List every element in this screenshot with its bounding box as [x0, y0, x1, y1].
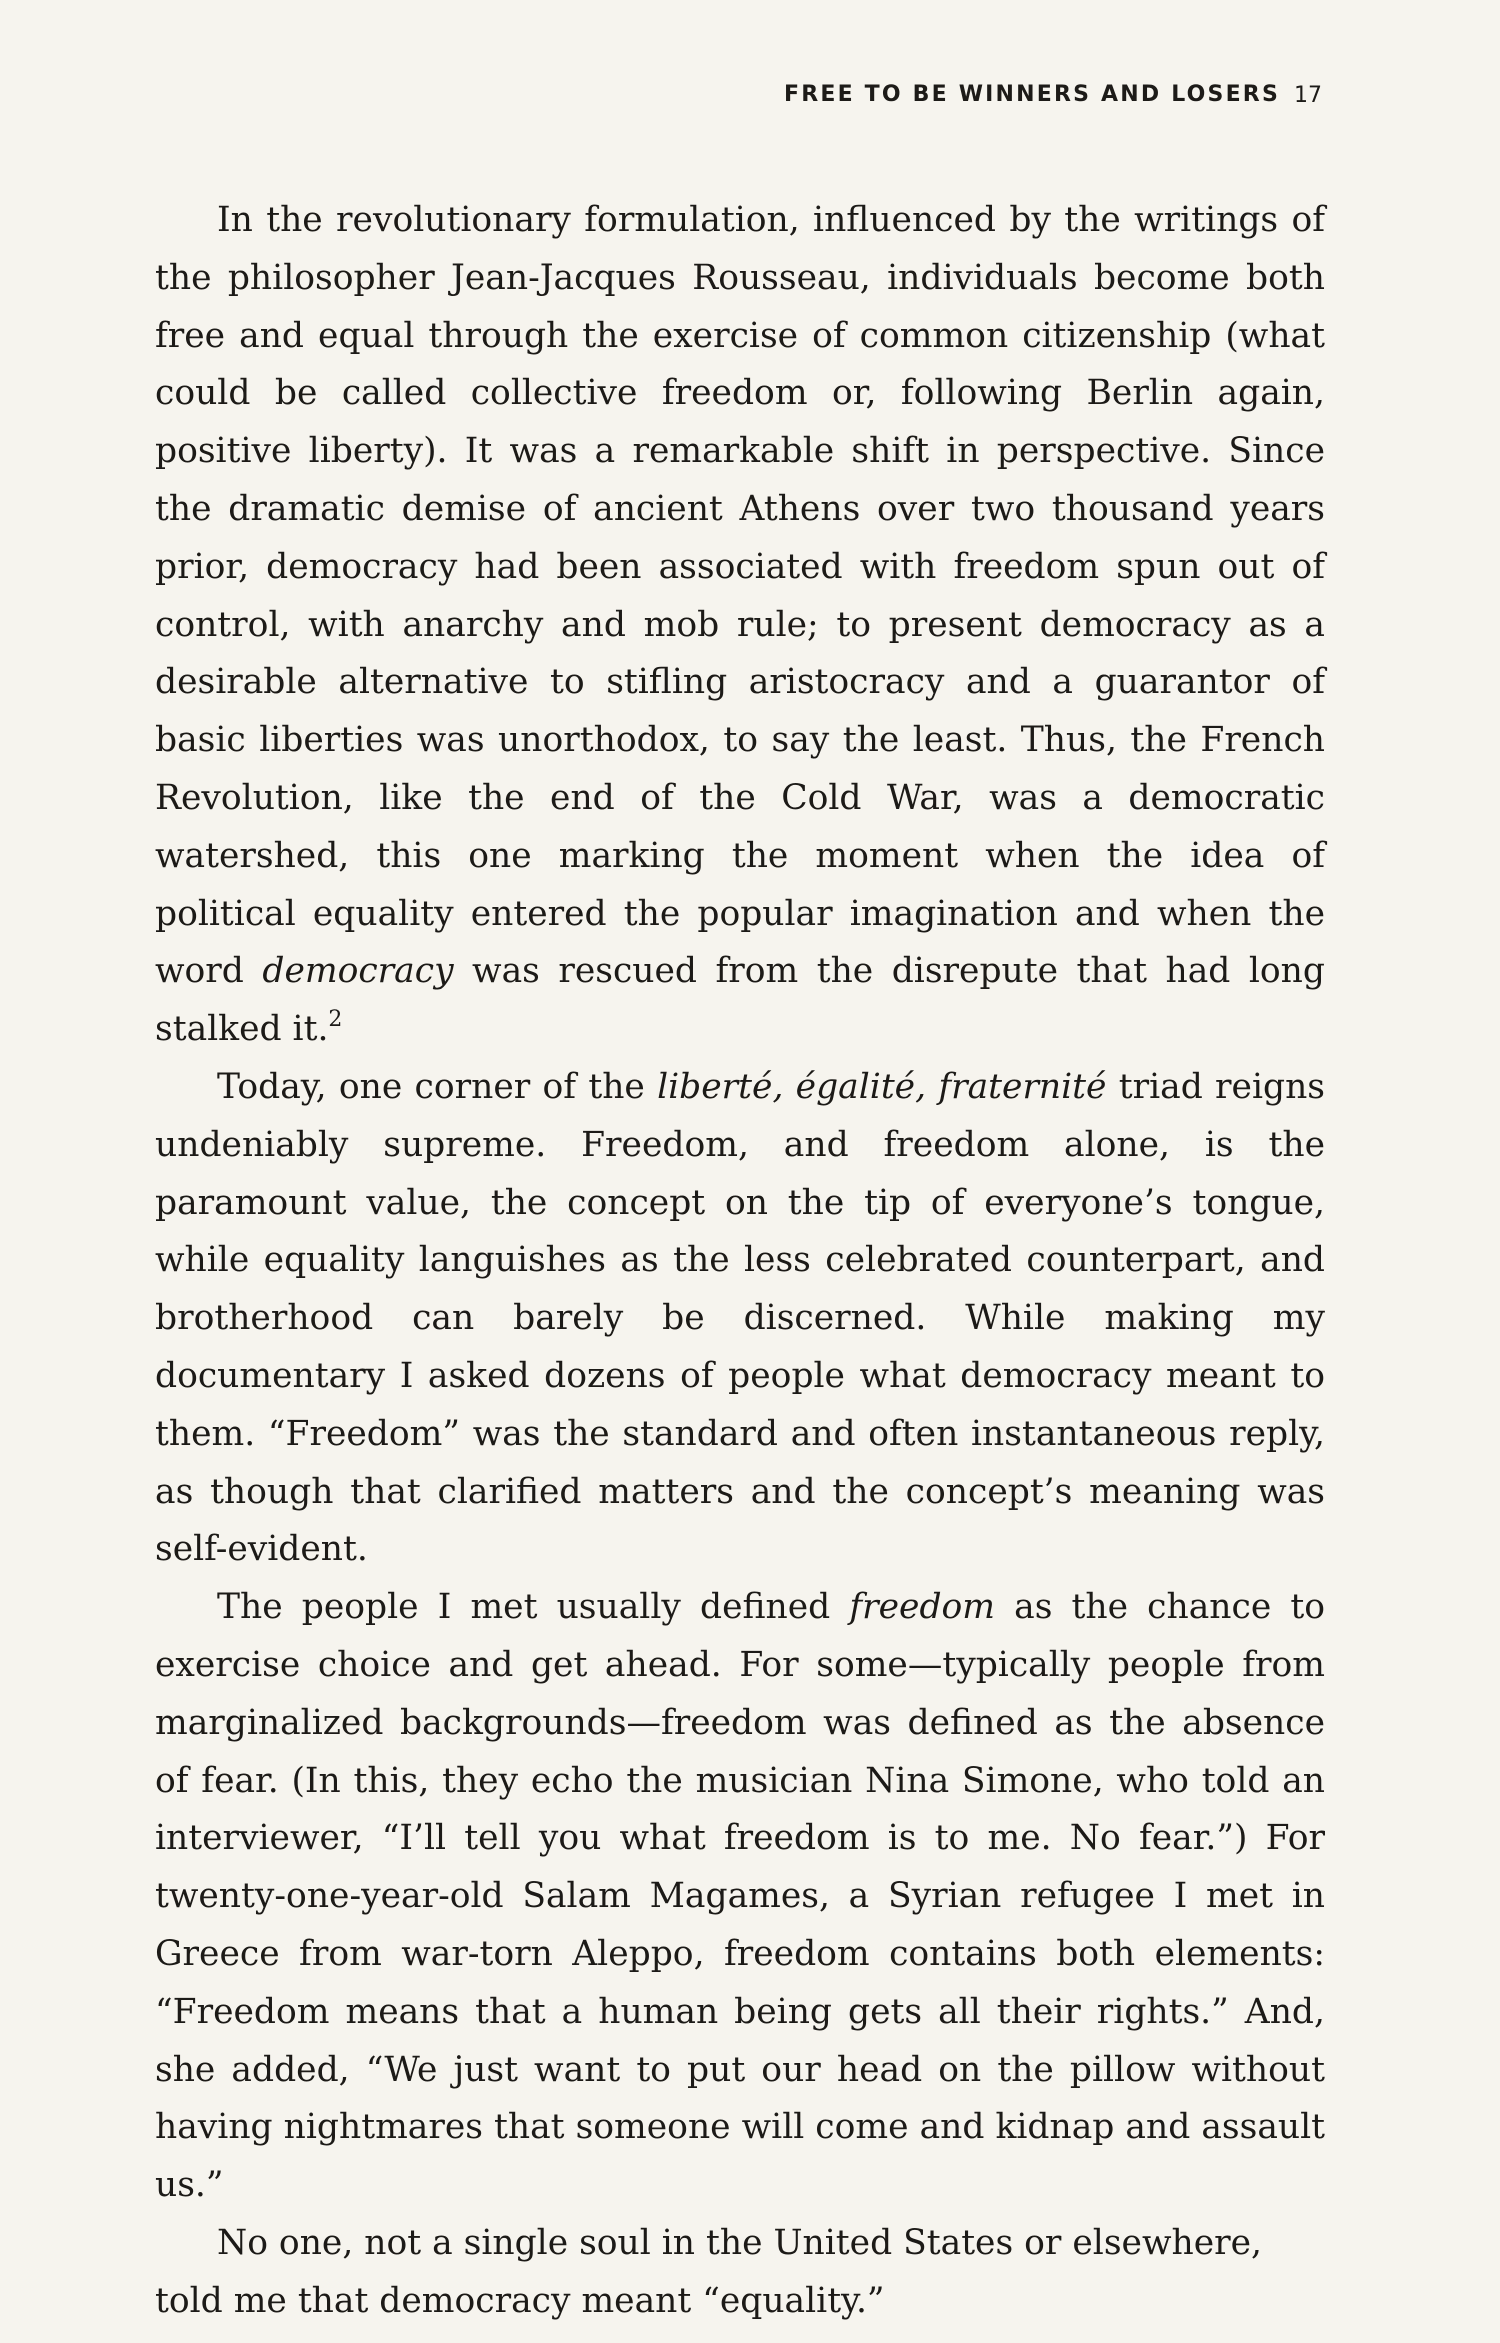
- footnote-reference[interactable]: 2: [328, 1007, 343, 1033]
- paragraph-2-emphasis: liberté, égalité, fraternité: [657, 1066, 1107, 1107]
- paragraph-3-text-b: as the chance to exercise choice and get ahead. For some—typically people from marginalized backgrounds—freedom was defined as the absence of fear. (In this, they echo the musician Nina Simone, who told an interviewer, “I’ll tell you what freedom is to me. No fear.”) For twenty-one-year-old Salam Magames, a Syrian refugee I met in Greece from war-torn Aleppo, freedom contains both elements: “Freedom means that a human being gets all their rights.” And, she added, “We just want to put our head on the pillow without having nightmares that someone will come and kidnap and assault us.”: [155, 1587, 1325, 2206]
- page-number: 17: [1294, 83, 1322, 108]
- paragraph-3-text-a: The people I met usually defined: [217, 1587, 850, 1628]
- paragraph-4: [155, 2215, 1325, 2331]
- paragraph-2-text-b: triad reigns undeniably supreme. Freedom, and freedom alone, is the paramount value, the concept on the tip of everyone’s tongue, while equality languishes as the less celebrated counterpart, and brotherhood can barely be discerned. While making my documentary I asked dozens of people what democracy meant to them. “Freedom” was the standard and often instantaneous reply, as though that clarified matters and the concept’s meaning was self-evident.: [155, 1066, 1325, 1570]
- paragraph-1-text-a: In the revolutionary formulation, influenced by the writings of the philosopher Jean-Jacques Rousseau, individuals become both free and equal through the exercise of common citizenship (what could be called collective freedom or, following Berlin again, positive liberty). It was a remarkable shift in perspective. Since the dramatic demise of ancient Athens over two thousand years prior, democracy had been associated with freedom spun out of control, with anarchy and mob rule; to present democracy as a desirable alternative to stifling aristocracy and a guarantor of basic liberties was unorthodox, to say the least. Thus, the French Revolution, like the end of the Cold War, was a democratic watershed, this one marking the moment when the idea of political equality entered the popular imagination and when the word: [155, 200, 1325, 992]
- paragraph-1-text-b: was rescued from the disrepute that had long stalked it.: [155, 951, 1325, 1050]
- running-head: FREE TO BE WINNERS AND LOSERS: [783, 82, 1280, 107]
- paragraph-1: [155, 192, 1325, 1059]
- paragraph-4-text-a: No one, not a single soul in the United States or elsewhere, told me that democracy meant “equality.”: [155, 2222, 1262, 2321]
- paragraph-3-emphasis: freedom: [849, 1587, 996, 1628]
- paragraph-2: [155, 1059, 1325, 1579]
- paragraph-1-emphasis: democracy: [262, 951, 454, 992]
- paragraph-3: [155, 1579, 1325, 2215]
- body-text: [155, 192, 1325, 2330]
- paragraph-2-text-a: Today, one corner of the: [217, 1066, 658, 1107]
